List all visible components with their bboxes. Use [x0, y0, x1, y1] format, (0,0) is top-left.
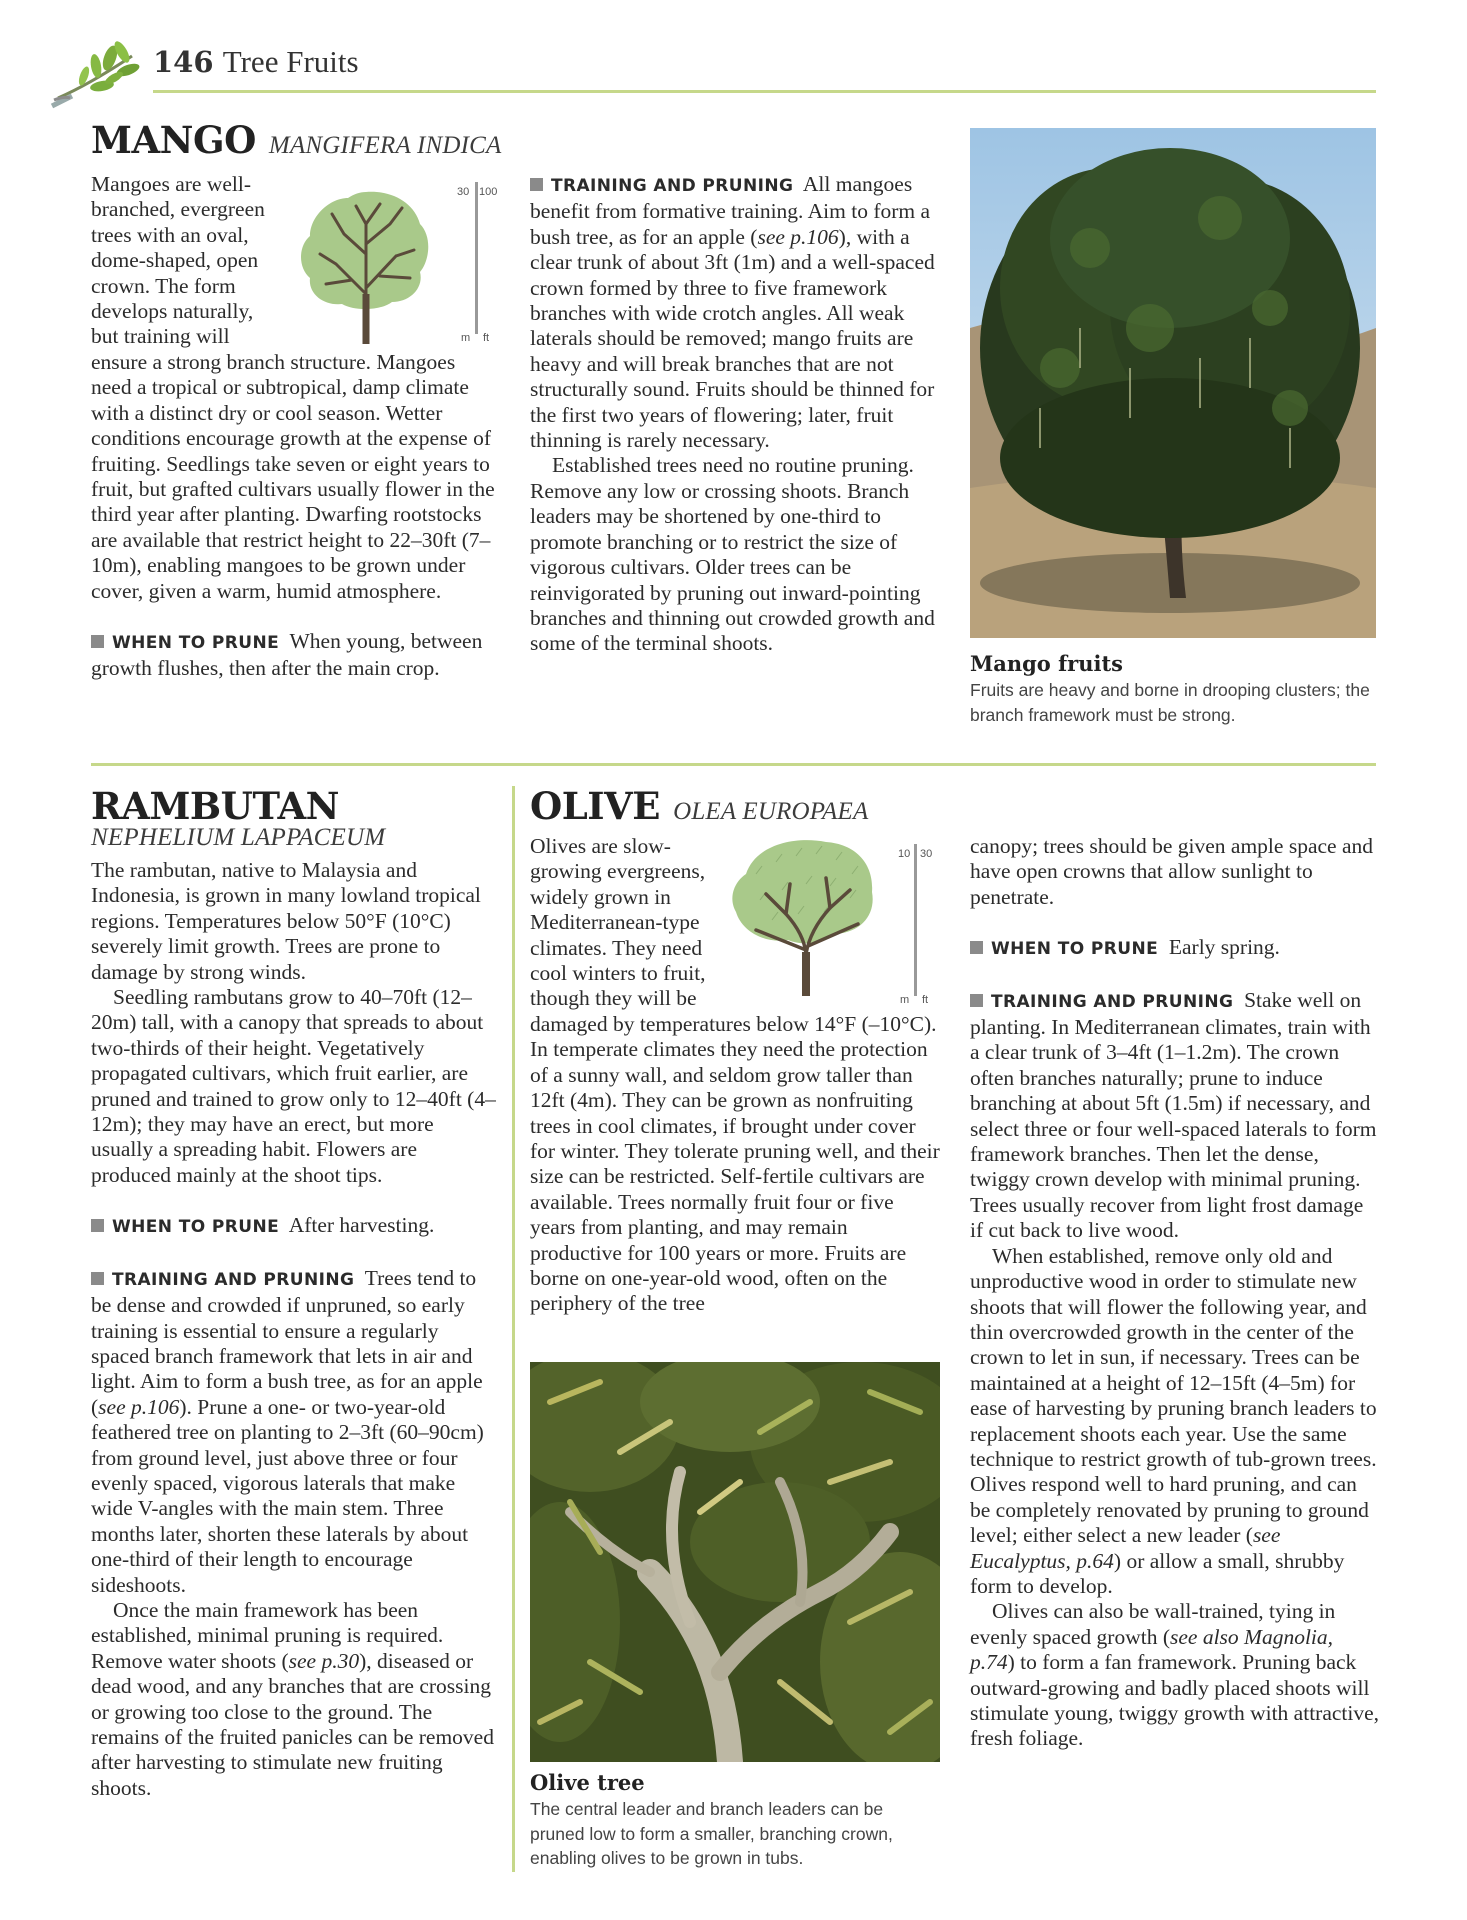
- header-rule: [153, 90, 1376, 93]
- intro-line: crown. The form: [91, 273, 236, 298]
- text-run: Stake well on planting. In Mediterranean climates, train with a clear trunk of 3–4ft (1–1.2m). The crown often branches naturally; prune to induce branching at about 5ft (1.5m) if necessary, and select three or four well-spaced laterals to form framework branches. Then let the dense, twiggy crown develop with minimal pruning. Trees usually recover from light frost damage if cut back to live wood.: [970, 987, 1377, 1243]
- rambutan-training-p2: [91, 1598, 501, 1801]
- intro-line: Mediterranean-type: [530, 910, 700, 935]
- rambutan-title: RAMBUTAN: [91, 784, 339, 828]
- rambutan-training-p1: [91, 1266, 501, 1598]
- intro-line: though they will be: [530, 986, 697, 1011]
- intro-line: but training will: [91, 324, 230, 349]
- when-to-prune-label: WHEN TO PRUNE: [112, 633, 280, 654]
- intro-line: develops naturally,: [91, 299, 254, 324]
- olive-title: OLIVE: [530, 784, 660, 828]
- scale-top-ft: 30: [920, 848, 933, 860]
- column-divider: [512, 786, 515, 1872]
- when-to-prune-text: When young, between growth flushes, then after the main crop.: [91, 629, 483, 681]
- mango-intro: [91, 172, 501, 682]
- olive-col3-p1: canopy; trees should be given ample space and have open crowns that allow sunlight to penetrate.: [970, 834, 1373, 909]
- olive-heading: [530, 784, 868, 828]
- mango-photo-caption: [970, 651, 1380, 727]
- rambutan-latin-name: NEPHELIUM LAPPACEUM: [91, 824, 386, 851]
- intro-line: climates. They need: [530, 935, 703, 960]
- scale-top-ft: 100: [479, 186, 498, 198]
- olive-when-to-prune: [970, 935, 1380, 962]
- scale-unit-ft: ft: [483, 332, 490, 344]
- training-label: TRAINING AND PRUNING: [551, 176, 794, 196]
- training-label: TRAINING AND PRUNING: [991, 991, 1234, 1012]
- scale-top-m: 10: [898, 848, 911, 860]
- scale-unit-ft: ft: [922, 994, 929, 1006]
- intro-line: growing evergreens,: [530, 859, 706, 884]
- caption-text: Fruits are heavy and borne in drooping clusters; the branch framework must be strong.: [970, 680, 1370, 725]
- text-run: ), with a clear trunk of about 3ft (1m) and a well-spaced crown formed by three to five framework branches with wide crotch angles. All weak laterals should be removed; mango fruits are heavy and will break branches that are not structurally sound. Fruits should be thinned for the first two years of flowering; later, fruit thinning is rarely necessary.: [530, 224, 935, 453]
- header-leaf-icon: [50, 36, 140, 114]
- olive-training-p2: [970, 1244, 1380, 1600]
- intro-line: trees with an oval,: [91, 222, 249, 247]
- text-run: Trees tend to be dense and crowded if unpruned, so early training is essential to ensure a regularly spaced branch framework that lets in air and light. Aim to form a bush tree, as for an apple (: [91, 1265, 483, 1419]
- mango-intro-continued: ensure a strong branch structure. Mangoes need a tropical or subtropical, damp climate with a distinct dry or cool season. Wetter conditions encourage growth at the expense of fruiting. Seedlings take seven or eight years to fruit, but grafted cultivars usually flower in the third year after planting. Dwarfing rootstocks are available that restrict height to 22–30ft (7–10m), enabling mangoes to be grown under cover, given a warm, humid atmosphere.: [91, 350, 495, 603]
- text-run: ) or allow a small, shrubby form to develop.: [970, 1548, 1345, 1598]
- mango-title: MANGO: [91, 118, 256, 162]
- mango-scale-bar: [457, 180, 501, 344]
- intro-line: branched, evergreen: [91, 197, 265, 222]
- cross-reference-link[interactable]: see p.106: [757, 224, 839, 249]
- rambutan-heading: [91, 784, 385, 852]
- caption-title: Olive tree: [530, 1770, 645, 1795]
- cross-reference-link[interactable]: see p.106: [98, 1394, 180, 1419]
- bullet-square-icon: [91, 635, 104, 648]
- mango-latin-name: MANGIFERA INDICA: [268, 132, 502, 159]
- intro-line: dome-shaped, open: [91, 248, 259, 273]
- scale-unit-m: m: [461, 332, 471, 344]
- text-run: Once the main framework has been established, minimal pruning is required. Remove water shoots (: [91, 1597, 444, 1673]
- caption-title: Mango fruits: [970, 651, 1123, 676]
- text-run: When established, remove only old and unproductive wood in order to stimulate new shoots that will flower the following year, and thin overcrowded growth in the center of the crown to let in sun, if necessary. Trees can be maintained at a height of 12–15ft (4–5m) for ease of harvesting by pruning branch leaders to replacement shoots each year. Use the same technique to restrict growth of tub-grown trees. Olives respond well to hard pruning, and can be completely renovated by pruning to ground level; either select a new leader (: [970, 1243, 1377, 1548]
- section-title: Tree Fruits: [222, 44, 359, 79]
- rambutan-body: [91, 858, 501, 1801]
- when-to-prune-label: WHEN TO PRUNE: [112, 1217, 280, 1238]
- scale-unit-m: m: [900, 994, 910, 1006]
- scale-top-m: 30: [457, 186, 470, 198]
- olive-training-p1: [970, 988, 1380, 1244]
- bullet-square-icon: [530, 178, 543, 191]
- bullet-square-icon: [970, 994, 983, 1007]
- cross-reference-link[interactable]: see Eucalyptus, p.64: [970, 1523, 1281, 1573]
- cross-reference-link[interactable]: see also Magnolia, p.74: [970, 1624, 1334, 1675]
- training-label: TRAINING AND PRUNING: [112, 1269, 355, 1290]
- mango-heading: [91, 118, 501, 162]
- olive-tree-silhouette-icon: [726, 834, 876, 996]
- when-to-prune-text: After harvesting.: [288, 1213, 435, 1238]
- mango-training: [530, 172, 940, 657]
- mango-intro-wrapped: [91, 172, 265, 350]
- page-number: 146: [153, 45, 214, 79]
- bullet-square-icon: [91, 1219, 104, 1232]
- olive-tree-photo: [530, 1362, 940, 1762]
- when-to-prune-text: Early spring.: [1168, 935, 1280, 960]
- olive-training-p3: [970, 1599, 1380, 1751]
- intro-line: cool winters to fruit,: [530, 961, 706, 986]
- when-to-prune-label: WHEN TO PRUNE: [991, 939, 1159, 960]
- text-run: ), diseased or dead wood, and any branches that are crossing or growing too close to the ground. The remains of the fruited panicles can be removed after harvesting to stimulate new fruiting shoots.: [91, 1648, 494, 1800]
- olive-intro: [530, 834, 940, 1317]
- olive-scale-bar: [898, 842, 940, 1006]
- olive-intro-wrapped: [530, 834, 706, 1012]
- olive-photo-caption: [530, 1770, 940, 1871]
- page-header: [153, 44, 359, 80]
- caption-text: The central leader and branch leaders can be pruned low to form a smaller, branching crown, enabling olives to be grown in tubs.: [530, 1799, 893, 1868]
- rambutan-p1: The rambutan, native to Malaysia and Indonesia, is grown in many lowland tropical regions. Temperatures below 50°F (10°C) severely limit growth. Trees are prone to damage by strong winds.: [91, 858, 481, 984]
- section-divider: [91, 763, 1376, 766]
- mango-when-to-prune: [91, 629, 501, 682]
- intro-line: widely grown in: [530, 884, 671, 909]
- intro-line: Mangoes are well-: [91, 172, 251, 196]
- olive-continued: [970, 834, 1380, 1752]
- bullet-square-icon: [91, 1272, 104, 1285]
- olive-latin-name: OLEA EUROPAEA: [673, 798, 869, 825]
- text-run: ) to form a fan framework. Pruning back outward-growing and badly placed shoots will stimulate young, twiggy growth with attractive, fresh foliage.: [970, 1650, 1380, 1751]
- cross-reference-link[interactable]: see p.30: [288, 1648, 360, 1673]
- rambutan-when-to-prune: [91, 1213, 501, 1240]
- olive-intro-continued: damaged by temperatures below 14°F (–10°C). In temperate climates they need the protection of a sunny wall, and seldom grow taller than 12ft (4m). They can be grown as nonfruiting trees in cool climates, if brought under cover for winter. They tolerate pruning well, and their size can be restricted. Self-fertile cultivars are available. Trees normally fruit four or five years from planting, and may remain productive for 100 years or more. Fruits are borne on one-year-old wood, often on the periphery of the tree: [530, 1012, 940, 1316]
- text-run: All mangoes benefit from formative training. Aim to form a bush tree, as for an apple (: [530, 172, 931, 249]
- mango-training-p2: Established trees need no routine pruning. Remove any low or crossing shoots. Branch leaders may be shortened by one-third to promote branching or to restrict the size of vigorous cultivars. Older trees can be reinvigorated by pruning out inward-pointing branches and thinning out crowded growth and some of the terminal shoots.: [530, 453, 935, 656]
- mango-training-p1: [530, 172, 940, 453]
- rambutan-p2: Seedling rambutans grow to 40–70ft (12–20m) tall, with a canopy that spreads to about two-thirds of their height. Vegetatively propagated cultivars, which fruit earlier, are pruned and trained to grow only to 12–40ft (4–12m); they may have an erect, but more usually a spreading habit. Flowers are produced mainly at the shoot tips.: [91, 985, 496, 1187]
- mango-tree-photo: [970, 128, 1376, 638]
- bullet-square-icon: [970, 941, 983, 954]
- mango-tree-silhouette-icon: [296, 184, 436, 344]
- text-run: ). Prune a one- or two-year-old feathered tree on planting to 2–3ft (60–90cm) from ground level, just above three or four evenly spaced, vigorous laterals that make wide V-angles with the main stem. Three months later, shorten these laterals by about one-third of their length to encourage sideshoots.: [91, 1394, 484, 1597]
- intro-line: Olives are slow-: [530, 834, 671, 858]
- text-run: Olives can also be wall-trained, tying in evenly spaced growth (: [970, 1599, 1336, 1649]
